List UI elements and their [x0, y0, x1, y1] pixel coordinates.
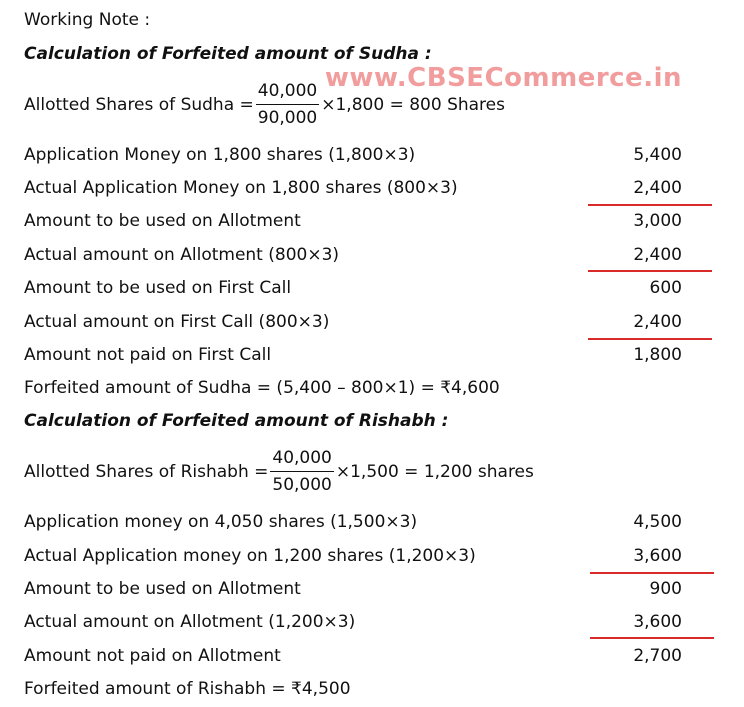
sudha-fraction-numerator: 40,000 — [256, 80, 319, 105]
subtotal-rule — [588, 338, 712, 340]
sudha-row-amount: 2,400 — [633, 178, 682, 198]
rishabh-fraction — [270, 447, 333, 496]
sudha-formula-suffix: ×1,800 = 800 Shares — [321, 94, 505, 115]
rishabh-row-amount: 2,700 — [633, 646, 682, 666]
sudha-row-amount: 600 — [649, 278, 682, 298]
rishabh-row-label: Actual Application money on 1,200 shares (1,200×3) — [24, 546, 476, 566]
subtotal-rule — [588, 270, 712, 272]
sudha-heading: Calculation of Forfeited amount of Sudha : — [24, 44, 432, 64]
rishabh-formula — [24, 447, 534, 496]
rishabh-heading: Calculation of Forfeited amount of Rishabh : — [24, 411, 449, 431]
sudha-row-label: Actual Application Money on 1,800 shares (800×3) — [24, 178, 458, 198]
rishabh-formula-prefix: Allotted Shares of Rishabh = — [24, 461, 269, 482]
sudha-row-label: Application Money on 1,800 shares (1,800×3) — [24, 145, 416, 165]
sudha-row-label: Actual amount on Allotment (800×3) — [24, 245, 340, 265]
rishabh-row-amount: 4,500 — [633, 512, 682, 532]
sudha-row-label: Actual amount on First Call (800×3) — [24, 312, 330, 332]
rishabh-row-label: Amount to be used on Allotment — [24, 579, 301, 599]
sudha-fraction-denominator: 90,000 — [257, 108, 318, 128]
sudha-row-label: Amount not paid on First Call — [24, 345, 272, 365]
sudha-row-label: Amount to be used on Allotment — [24, 211, 301, 231]
subtotal-rule — [590, 637, 714, 639]
rishabh-row-amount: 3,600 — [633, 546, 682, 566]
sudha-row-amount: 1,800 — [633, 345, 682, 365]
rishabh-fraction-numerator: 40,000 — [270, 447, 333, 472]
sudha-result: Forfeited amount of Sudha = (5,400 – 800×1) = ₹4,600 — [24, 378, 500, 398]
sudha-row-amount: 2,400 — [633, 312, 682, 332]
rishabh-fraction-denominator: 50,000 — [272, 475, 332, 495]
page-title: Working Note : — [24, 10, 151, 30]
rishabh-row-amount: 900 — [649, 579, 682, 599]
rishabh-result: Forfeited amount of Rishabh = ₹4,500 — [24, 679, 351, 699]
sudha-fraction — [256, 80, 319, 129]
rishabh-formula-suffix: ×1,500 = 1,200 shares — [335, 461, 534, 482]
sudha-row-amount: 5,400 — [633, 145, 682, 165]
rishabh-row-label: Application money on 4,050 shares (1,500×3) — [24, 512, 418, 532]
sudha-row-label: Amount to be used on First Call — [24, 278, 292, 298]
watermark: www.CBSECommerce.in — [324, 63, 682, 93]
sudha-formula-prefix: Allotted Shares of Sudha = — [24, 94, 254, 115]
subtotal-rule — [590, 572, 714, 574]
rishabh-row-amount: 3,600 — [633, 612, 682, 632]
rishabh-row-label: Amount not paid on Allotment — [24, 646, 281, 666]
subtotal-rule — [588, 204, 712, 206]
rishabh-row-label: Actual amount on Allotment (1,200×3) — [24, 612, 356, 632]
sudha-row-amount: 2,400 — [633, 245, 682, 265]
sudha-row-amount: 3,000 — [633, 211, 682, 231]
sudha-formula — [24, 80, 505, 129]
